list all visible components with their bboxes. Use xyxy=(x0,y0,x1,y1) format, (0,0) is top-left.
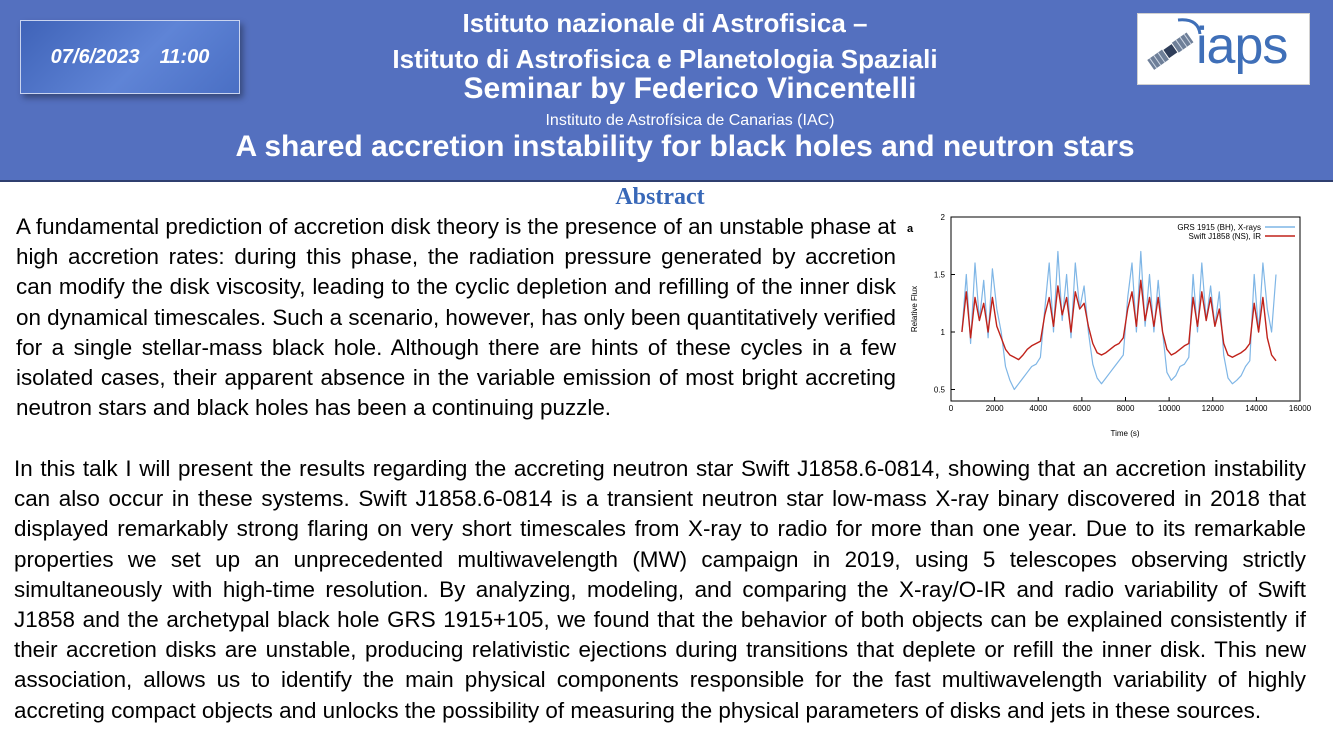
chart-frame xyxy=(951,217,1300,401)
talk-title: A shared accretion instability for black holes and neutron stars xyxy=(235,130,1135,163)
chart-x-label: Time (s) xyxy=(1110,429,1140,438)
x-tick-label: 2000 xyxy=(985,404,1004,413)
y-tick-label: 1.5 xyxy=(933,270,945,280)
legend-label-bh: GRS 1915 (BH), X-rays xyxy=(1177,223,1261,232)
abstract-panel xyxy=(0,180,1333,752)
institute-name-line1: Istituto nazionale di Astrofisica – xyxy=(462,8,868,38)
y-tick-label: 1 xyxy=(940,328,945,337)
header-banner xyxy=(0,0,1333,180)
x-tick-label: 8000 xyxy=(1116,404,1135,413)
x-tick-label: 10000 xyxy=(1158,404,1181,413)
chart-legend xyxy=(1177,223,1295,241)
abstract-paragraph-1: A fundamental prediction of accretion disk theory is the presence of an unstable phase at high accretion rates: during this phase, the radiation pressure generated by accretion can modify the disk viscosity, leading to the cyclic depletion and refilling of the inner disk on dynamical timescales. Such a scenario, however, has only been quantitatively verified for a single stellar-mass black hole. Although there are hints of these cycles in a few isolated cases, their apparent absence in the variable emission of most bright accreting neutron stars and black holes has been a continuing puzzle. xyxy=(16,214,897,421)
institute-name-line2: Istituto di Astrofisica e Planetologia Spaziali xyxy=(392,44,938,74)
satellite-icon xyxy=(1142,14,1202,84)
speaker-title: Seminar by Federico Vincentelli xyxy=(463,72,917,105)
chart-panel-label: a xyxy=(907,223,914,235)
x-tick-label: 4000 xyxy=(1029,404,1048,413)
speaker-affiliation: Instituto de Astrofísica de Canarias (IAC) xyxy=(545,112,835,129)
x-tick-label: 0 xyxy=(948,404,954,413)
seminar-time: 11:00 xyxy=(159,45,210,68)
seminar-date: 07/6/2023 xyxy=(50,45,140,68)
chart-y-label: Relative Flux xyxy=(910,285,919,333)
date-time-box xyxy=(20,20,240,94)
abstract-heading: Abstract xyxy=(615,184,705,210)
lightcurve-chart xyxy=(903,212,1323,447)
iaps-logo xyxy=(1137,13,1310,85)
x-tick-label: 6000 xyxy=(1072,404,1091,413)
legend-label-ns: Swift J1858 (NS), IR xyxy=(1188,232,1261,241)
series-line-ns-ir xyxy=(962,280,1276,361)
y-tick-label: 0.5 xyxy=(933,385,945,395)
logo-text: iaps xyxy=(1196,17,1288,75)
series-line-bh-xrays xyxy=(962,252,1276,390)
x-tick-label: 12000 xyxy=(1201,404,1224,413)
x-tick-label: 14000 xyxy=(1245,404,1268,413)
y-tick-label: 2 xyxy=(940,213,945,222)
abstract-paragraph-2: In this talk I will present the results regarding the accreting neutron star Swift J1858.6-0814, showing that an accretion instability can also occur in these systems. Swift J1858.6-0814 is a transient neutron star low-mass X-ray binary discovered in 2018 that displayed remarkably strong flaring on very short timescales from X-ray to radio for more than one year. Due to its remarkable properties we set up an unprecedented multiwavelength (MW) campaign in 2019, using 5 telescopes observing strictly simultaneously with high-time resolution. By analyzing, modeling, and comparing the X-ray/O-IR and radio variability of Swift J1858 and the archetypal black hole GRS 1915+105, we found that the behavior of both objects can be explained consistently if their accretion disks are unstable, producing relativistic ejections during transitions that deplete or refill the inner disk. This new association, allows us to identify the main physical components responsible for the fast multiwavelength variability of highly accreting compact objects and unlocks the possibility of measuring the physical parameters of disks and jets in these sources. xyxy=(14,456,1306,723)
x-tick-label: 16000 xyxy=(1288,404,1312,413)
